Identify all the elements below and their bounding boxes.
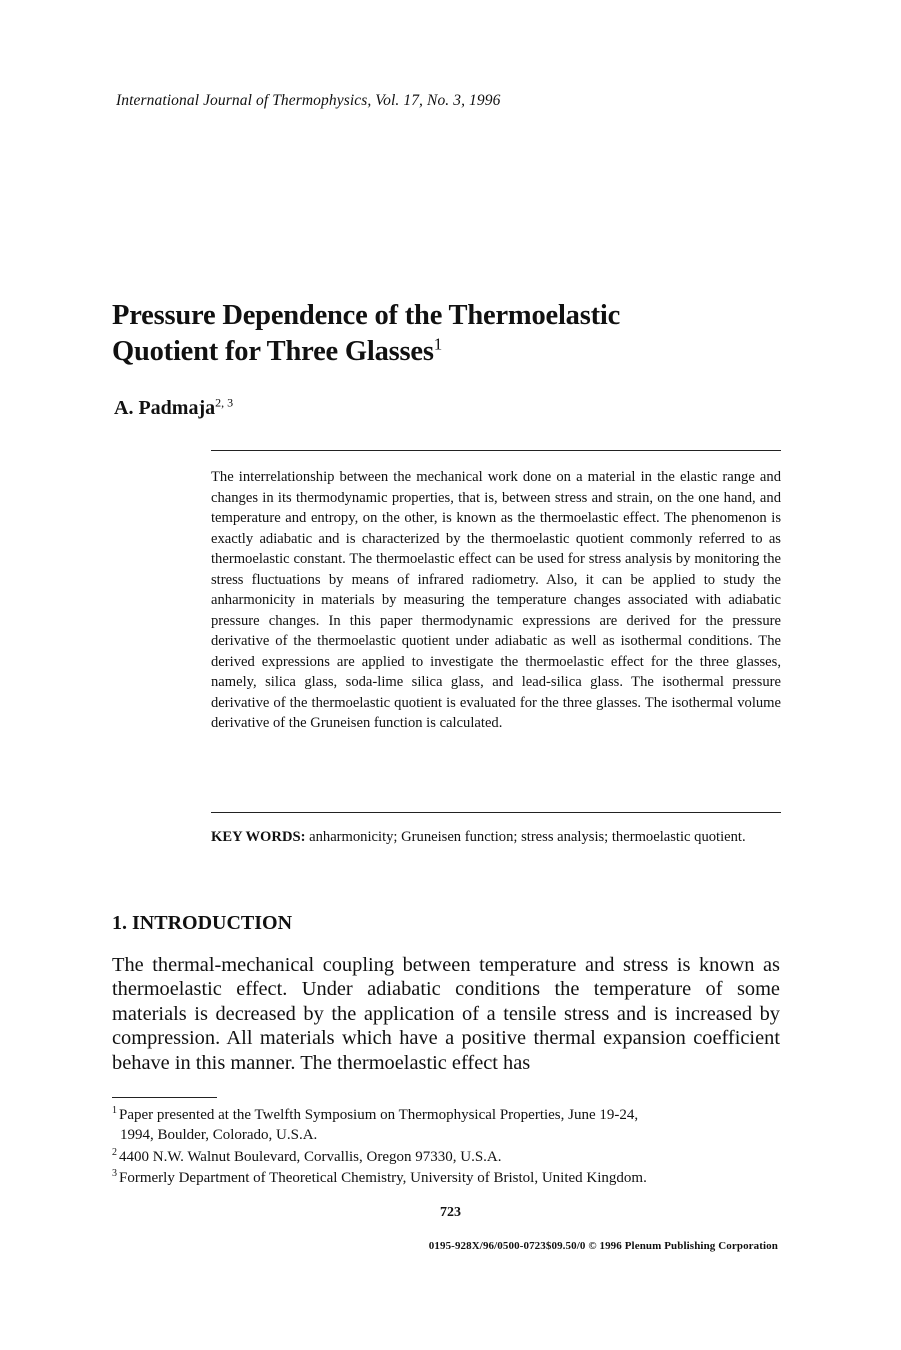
footnote-rule [112,1097,217,1098]
footnote-2 [112,1148,780,1168]
footnote-text: Paper presented at the Twelfth Symposium on Thermophysical Properties, June 19-24, [119,1107,639,1123]
page-number: 723 [440,1205,461,1220]
footnote-text-continued: 1994, Boulder, Colorado, U.S.A. [120,1126,318,1143]
title-line-1: Pressure Dependence of the Thermoelastic [112,300,621,331]
footnote-text: Formerly Department of Theoretical Chemistry, University of Bristol, United Kingdom. [119,1170,647,1186]
author-name: A. Padmaja [114,397,216,419]
abstract: The interrelationship between the mechanical work done on a material in the elastic range and changes in its thermodynamic properties, that is, between stress and strain, on the one hand, and temperature and entropy, on the other, is known as the thermoelastic effect. The phenomenon is exactly adiabatic and is characterized by the thermoelastic quotient commonly referred to as thermoelastic constant. The thermoelastic effect can be used for stress analysis by monitoring the stress fluctuations by means of infrared radiometry. Also, it can be applied to study the anharmonicity in materials by measuring the temperature changes associated with adiabatic pressure changes. In this paper thermodynamic expressions are derived for the pressure derivative of the thermoelastic quotient under adiabatic as well as isothermal conditions. The derived expressions are applied to investigate the thermoelastic effect for the three glasses, namely, silica glass, soda-lime silica glass, and lead-silica glass. The isothermal pressure derivative of the thermoelastic quotient is evaluated for the three glasses. The isothermal volume derivative of the Gruneisen function is calculated. [211,469,781,731]
abstract-top-rule [211,450,781,451]
title-line-2: Quotient for Three Glasses [112,336,434,367]
author [114,397,233,420]
keywords-text: anharmonicity; Gruneisen function; stress analysis; thermoelastic quotient. [309,829,746,845]
journal-header: International Journal of Thermophysics, Vol. 17, No. 3, 1996 [116,92,501,109]
footnote-text: 4400 N.W. Walnut Boulevard, Corvallis, Oregon 97330, U.S.A. [119,1149,502,1165]
introduction-paragraph: The thermal-mechanical coupling between temperature and stress is known as thermoelastic effect. Under adiabatic conditions the temperature of some materials is decreased by the application of a tensile stress and is increased by compression. All materials which have a positive thermal expansion coefficient behave in this manner. The thermoelastic effect has [112,954,780,1074]
footnote-mark: 3 [112,1168,117,1179]
abstract-bottom-rule [211,812,781,813]
section-heading: 1. INTRODUCTION [112,912,293,934]
keywords [211,827,781,848]
title-footnote-mark: 1 [433,334,443,354]
footnote-3 [112,1169,780,1189]
copyright-line: 0195-928X/96/0500-0723$09.50/0 © 1996 Plenum Publishing Corporation [428,1240,778,1252]
footnote-1 [112,1106,780,1145]
footnote-mark: 2 [112,1147,117,1158]
paper-title [112,298,732,370]
author-footnote-marks: 2, 3 [215,395,234,410]
footnote-mark: 1 [112,1105,117,1116]
keywords-label: KEY WORDS: [211,829,306,845]
